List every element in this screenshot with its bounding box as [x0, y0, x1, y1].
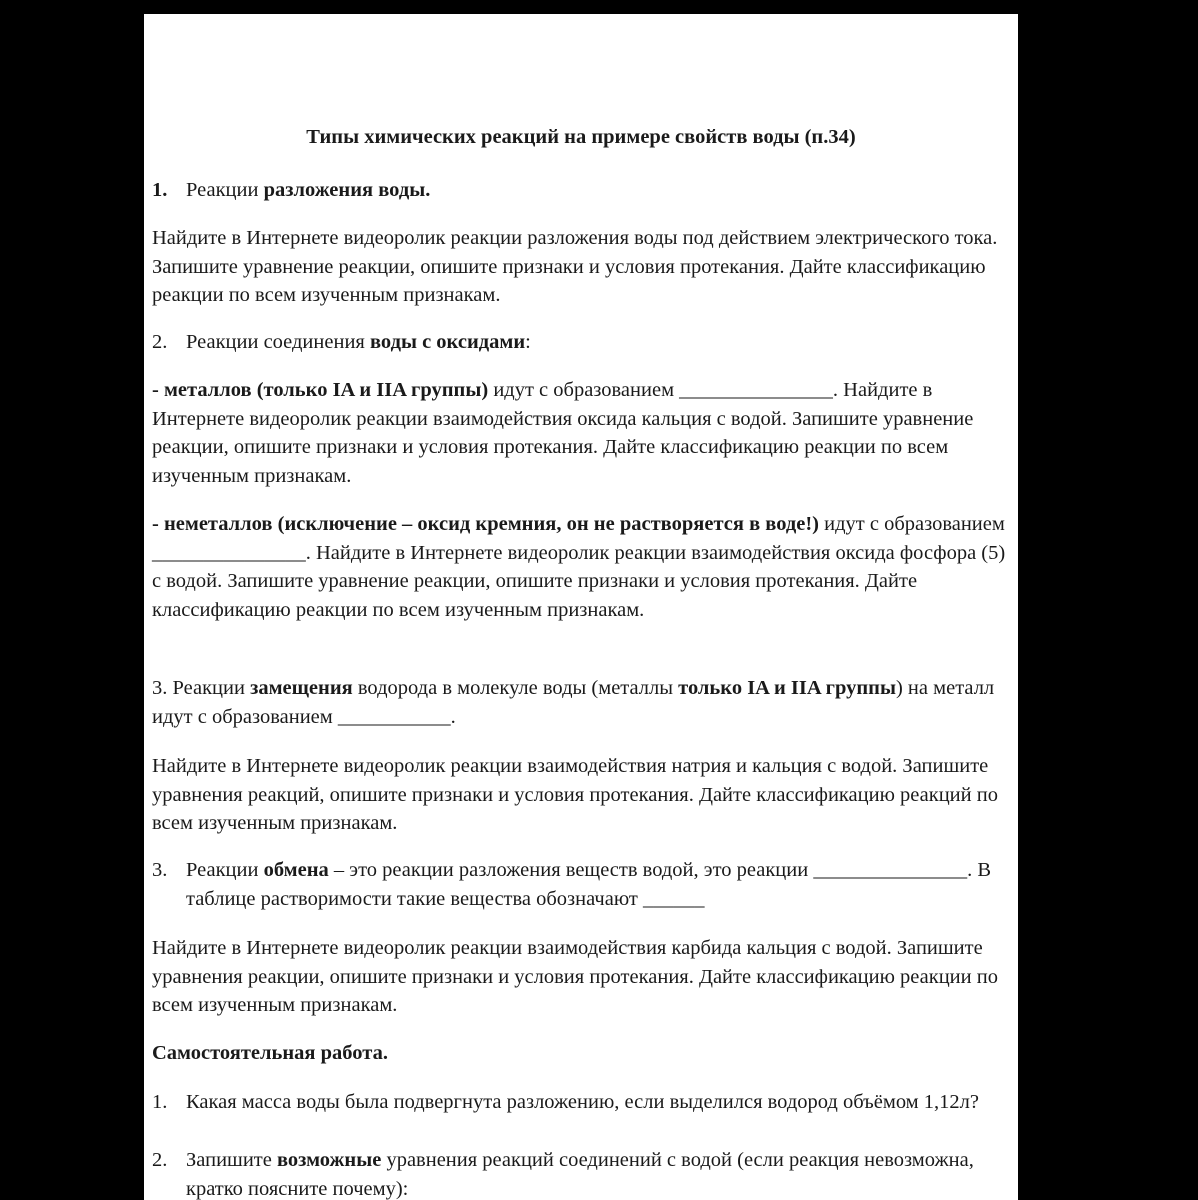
nonmetal-oxides-bold: - неметаллов (исключение – оксид кремния, он не растворяется в воде!) [152, 513, 819, 535]
section-3-bold-2: только IA и IIA группы [678, 677, 896, 699]
metal-oxides-paragraph [152, 376, 1010, 490]
section-3-mid: водорода в молекуле воды (металлы [352, 677, 679, 699]
section-1-bold: разложения воды. [263, 179, 431, 201]
document-page [144, 14, 1018, 1200]
section-4-heading [152, 856, 1010, 914]
section-1-text: Найдите в Интернете видеоролик реакции разложения воды под действием электрического тока. Запишите уравнение реакции, опишите признаки и условия протекания. Дайте классификацию реакции по всем изученным признакам. [152, 227, 998, 306]
section-2-heading [152, 328, 1010, 357]
question-1-number: 1. [152, 1091, 168, 1113]
section-4-bold: обмена [263, 859, 329, 881]
section-3-heading [152, 674, 1010, 731]
question-2-bold: возможные [276, 1149, 382, 1171]
question-1 [152, 1088, 1010, 1146]
section-3-bold-1: замещения [250, 677, 353, 699]
section-4-post: – это реакции разложения веществ водой, это реакции _______________. В таблице растворимости такие вещества обозначают ______ [186, 859, 992, 910]
section-4-pre: Реакции [186, 859, 264, 881]
question-2-post: уравнения реакций соединений с водой (если реакция невозможна, кратко поясните почему): [186, 1149, 974, 1200]
question-2-number: 2. [152, 1149, 168, 1171]
section-2-number: 2. [152, 331, 168, 353]
independent-work-title: Самостоятельная работа. [152, 1042, 388, 1064]
section-3-text: Найдите в Интернете видеоролик реакции взаимодействия натрия и кальция с водой. Запишите уравнения реакций, опишите признаки и условия протекания. Дайте классификацию реакций по всем изученным признакам. [152, 755, 998, 834]
section-4-text: Найдите в Интернете видеоролик реакции взаимодействия карбида кальция с водой. Запишите уравнения реакции, опишите признаки и условия протекания. Дайте классификацию реакции по всем изученным признакам. [152, 937, 998, 1016]
section-2-bold: воды с оксидами [369, 331, 526, 353]
section-1-heading [152, 176, 1010, 205]
section-3-post: ) на металл идут с образованием ___________. [152, 677, 995, 728]
nonmetal-oxides-text: идут с образованием _______________. Найдите в Интернете видеоролик реакции взаимодействия оксида фосфора (5) с водой. Запишите уравнение реакции, опишите признаки и условия протекания. Дайте классификацию реакции по всем изученным признакам. [152, 513, 1006, 621]
section-2-pre: Реакции соединения [186, 331, 370, 353]
section-1-number: 1. [152, 179, 168, 201]
metal-oxides-text: идут с образованием _______________. Найдите в Интернете видеоролик реакции взаимодействия оксида кальция с водой. Запишите уравнение реакции, опишите признаки и условия протекания. Дайте классификацию реакции по всем изученным признакам. [152, 379, 974, 487]
nonmetal-oxides-paragraph [152, 510, 1010, 624]
section-2-post: : [525, 331, 531, 353]
metal-oxides-bold: - металлов (только IA и IIA группы) [152, 379, 489, 401]
document-title: Типы химических реакций на примере свойств воды (п.34) [306, 126, 856, 148]
section-3-pre: 3. Реакции [152, 677, 251, 699]
question-2-pre: Запишите [186, 1149, 277, 1171]
question-2 [152, 1146, 1010, 1200]
section-1-pre: Реакции [186, 179, 264, 201]
question-1-text: Какая масса воды была подвергнута разложению, если выделился водород объёмом 1,12л? [186, 1091, 979, 1113]
section-4-number: 3. [152, 859, 168, 881]
